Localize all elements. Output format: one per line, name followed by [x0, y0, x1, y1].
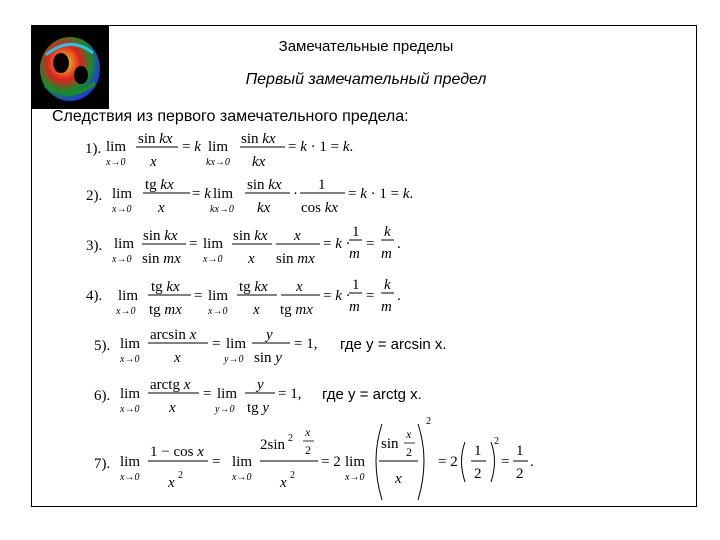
svg-text:= k · 1 = k.: = k · 1 = k. [348, 186, 414, 202]
svg-text:x: x [406, 427, 412, 441]
svg-text:x: x [294, 228, 301, 244]
svg-text:lim: lim [232, 454, 253, 470]
svg-text:lim: lim [118, 288, 139, 304]
svg-text:= k · 1 = k.: = k · 1 = k. [288, 139, 354, 155]
svg-text:2: 2 [474, 466, 482, 482]
svg-text:= 1,: = 1, [294, 336, 318, 352]
formula-1-number: 1). [85, 141, 102, 157]
page-title: Замечательные пределы [278, 38, 454, 55]
svg-text:tg mx: tg mx [280, 302, 313, 318]
formula-7-number: 7). [94, 456, 111, 472]
svg-text:m: m [349, 299, 360, 315]
svg-text:tg kx: tg kx [239, 279, 268, 295]
page-subtitle: Первый замечательный предел [245, 71, 487, 88]
svg-text:y→0: y→0 [224, 354, 244, 365]
formula-5-note: где y = arcsin x. [340, 336, 447, 353]
svg-text:sin mx: sin mx [142, 251, 181, 267]
formula-4 [115, 277, 401, 318]
svg-text:1: 1 [474, 443, 482, 459]
svg-text:x: x [168, 475, 175, 491]
formula-5-number: 5). [94, 338, 111, 354]
svg-text:lim: lim [114, 236, 135, 252]
svg-text:1: 1 [352, 277, 360, 293]
svg-text:2sin: 2sin [260, 437, 286, 453]
svg-text:2: 2 [290, 470, 295, 481]
formula-1 [105, 131, 353, 170]
svg-text:kx: kx [252, 154, 266, 170]
svg-text:1 − cos x: 1 − cos x [150, 444, 204, 460]
svg-text:x→0: x→0 [112, 204, 132, 215]
svg-text:lim: lim [112, 186, 133, 202]
svg-text:sin: sin [381, 436, 399, 452]
formula-4-number: 4). [86, 288, 103, 304]
svg-text:= 2: = 2 [438, 454, 458, 470]
svg-text:cos kx: cos kx [301, 200, 339, 216]
svg-text:= k: = k [192, 186, 211, 202]
svg-text:tg mx: tg mx [149, 302, 182, 318]
svg-text:lim: lim [217, 386, 238, 402]
svg-text:x→0: x→0 [116, 306, 136, 317]
svg-text:x: x [253, 302, 260, 318]
svg-text:2: 2 [516, 466, 524, 482]
svg-text:1: 1 [318, 177, 326, 193]
svg-text:2: 2 [426, 416, 431, 427]
svg-text:sin kx: sin kx [247, 177, 282, 193]
svg-text:x→0: x→0 [203, 254, 223, 265]
svg-text:= 2: = 2 [321, 454, 341, 470]
svg-text:x→0: x→0 [106, 157, 126, 168]
svg-text:.: . [530, 454, 534, 470]
svg-text:x→0: x→0 [120, 354, 140, 365]
svg-text:x: x [395, 471, 402, 487]
svg-text:y→0: y→0 [215, 404, 235, 415]
svg-text:x: x [280, 475, 287, 491]
svg-text:k: k [384, 277, 391, 293]
svg-text:2: 2 [288, 433, 293, 444]
formula-6-number: 6). [94, 388, 111, 404]
svg-text:sin kx: sin kx [138, 131, 173, 147]
svg-text:= k: = k [182, 139, 201, 155]
svg-text:m: m [381, 246, 392, 262]
svg-text:=: = [366, 236, 375, 252]
svg-text:k: k [384, 224, 391, 240]
svg-text:2: 2 [178, 470, 183, 481]
svg-text:lim: lim [120, 454, 141, 470]
formula-3 [111, 224, 401, 267]
svg-text:1: 1 [352, 224, 360, 240]
svg-text:=: = [194, 288, 203, 304]
svg-text:=: = [366, 288, 375, 304]
svg-text:.: . [397, 288, 401, 304]
svg-text:lim: lim [226, 336, 247, 352]
svg-text:x→0: x→0 [120, 472, 140, 483]
formula-6 [119, 377, 301, 416]
svg-text:y: y [257, 377, 264, 393]
svg-text:lim: lim [208, 288, 229, 304]
svg-text:=: = [212, 336, 221, 352]
svg-text:x→0: x→0 [120, 404, 140, 415]
section-heading: Следствия из первого замечательного предела: [52, 108, 409, 125]
svg-text:tg kx: tg kx [145, 177, 174, 193]
svg-text:x: x [169, 400, 176, 416]
svg-text:sin mx: sin mx [276, 251, 315, 267]
svg-text:kx: kx [257, 200, 271, 216]
svg-text:x: x [296, 279, 303, 295]
svg-text:= 1,: = 1, [278, 386, 302, 402]
svg-text:m: m [381, 299, 392, 315]
svg-text:kx→0: kx→0 [206, 157, 230, 168]
svg-text:x→0: x→0 [345, 472, 365, 483]
formula-5 [119, 327, 317, 366]
svg-text:sin kx: sin kx [143, 228, 178, 244]
svg-text:2: 2 [494, 436, 499, 447]
svg-text:sin kx: sin kx [233, 228, 268, 244]
formula-2 [111, 177, 413, 216]
svg-text:= k ·: = k · [323, 288, 351, 304]
svg-text:=: = [501, 454, 510, 470]
svg-text:lim: lim [213, 186, 234, 202]
svg-text:m: m [349, 246, 360, 262]
formula-7 [119, 416, 534, 491]
svg-text:tg y: tg y [247, 400, 270, 416]
formula-2-number: 2). [86, 188, 103, 204]
svg-text:=: = [203, 386, 212, 402]
svg-text:lim: lim [203, 236, 224, 252]
svg-text:lim: lim [345, 454, 366, 470]
svg-text:arctg x: arctg x [150, 377, 191, 393]
svg-text:2: 2 [305, 443, 311, 457]
svg-text:y: y [266, 327, 273, 343]
svg-text:x: x [305, 425, 311, 439]
svg-text:lim: lim [120, 386, 141, 402]
svg-text:=: = [189, 236, 198, 252]
svg-text:= k ·: = k · [323, 236, 351, 252]
formula-3-number: 3). [86, 238, 103, 254]
svg-text:x: x [174, 350, 181, 366]
svg-text:kx→0: kx→0 [210, 204, 234, 215]
svg-text:x→0: x→0 [208, 306, 228, 317]
svg-text:.: . [397, 236, 401, 252]
svg-text:arcsin x: arcsin x [150, 327, 197, 343]
svg-text:x→0: x→0 [232, 472, 252, 483]
svg-text:lim: lim [106, 139, 127, 155]
svg-text:x: x [150, 154, 157, 170]
svg-text:x→0: x→0 [112, 254, 132, 265]
formula-6-note: где y = arctg x. [322, 386, 422, 403]
svg-text:2: 2 [406, 445, 412, 459]
svg-text:x: x [248, 251, 255, 267]
svg-text:sin kx: sin kx [241, 131, 276, 147]
svg-text:lim: lim [120, 336, 141, 352]
svg-text:lim: lim [208, 139, 229, 155]
svg-text:1: 1 [516, 443, 524, 459]
svg-text:tg kx: tg kx [151, 279, 180, 295]
svg-text:sin y: sin y [254, 350, 282, 366]
svg-text:=: = [212, 454, 221, 470]
svg-text:·: · [293, 186, 298, 202]
svg-text:x: x [158, 200, 165, 216]
